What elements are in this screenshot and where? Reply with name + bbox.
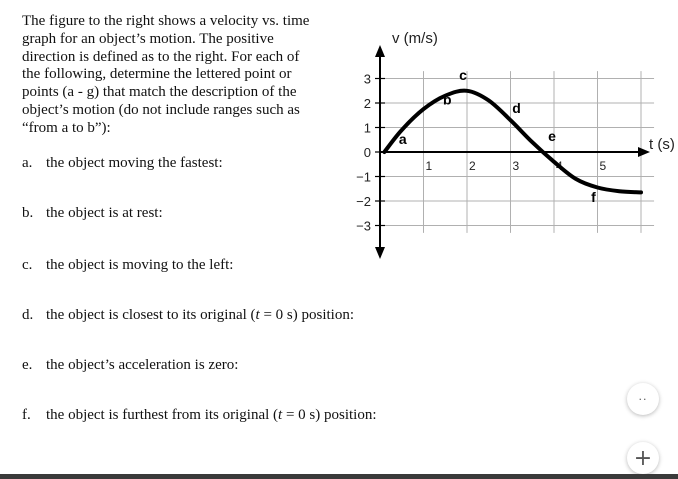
intro-line: The figure to the right shows a velocity vs. time <box>22 13 310 29</box>
y-tick-label: 1 <box>363 120 371 136</box>
question-text: the object is closest to its original ( <box>46 307 256 323</box>
question-d <box>22 307 354 324</box>
velocity-time-graph <box>340 15 678 260</box>
time-variable: t <box>255 307 260 323</box>
point-label-e: e <box>548 128 556 144</box>
point-label-b: b <box>442 91 452 108</box>
question-text: the object is at rest: <box>46 205 163 221</box>
plus-icon: + <box>633 445 653 471</box>
y-axis-arrow-down <box>375 247 385 259</box>
point-label-a: a <box>398 130 407 147</box>
expand-button[interactable] <box>627 383 659 415</box>
intro-line: object’s motion (do not include ranges such as <box>22 101 300 118</box>
question-f <box>22 407 377 424</box>
question-text: the object’s acceleration is zero: <box>46 357 239 373</box>
question-a <box>22 155 223 172</box>
intro-line: “from a to b”): <box>22 119 111 136</box>
x-tick-label: 5 <box>599 159 607 173</box>
point-label-f: f <box>591 188 596 205</box>
y-axis-label: v (m/s) <box>392 30 438 47</box>
question-text: the object is moving to the left: <box>46 257 234 273</box>
x-axis-label: t (s) <box>649 136 675 153</box>
y-tick-label: −2 <box>356 194 371 209</box>
question-text: = 0 s) position: <box>282 407 377 423</box>
intro-line: graph for an object’s motion. The positive <box>22 30 274 47</box>
intro-line: direction is defined as to the right. For each of <box>22 48 300 65</box>
question-label: d. <box>22 307 34 323</box>
question-text: = 0 s) position: <box>259 307 355 323</box>
time-variable: t <box>278 407 283 423</box>
question-label: f. <box>22 407 31 423</box>
expand-icon: ·· <box>638 392 648 406</box>
y-tick-label: −3 <box>356 218 371 234</box>
add-button[interactable] <box>627 442 659 474</box>
question-label: e. <box>22 357 33 373</box>
y-tick-label: 0 <box>363 145 371 160</box>
bottom-bar <box>0 474 678 479</box>
y-tick-label: 2 <box>363 96 371 111</box>
problem-intro <box>22 13 340 138</box>
question-text: the object moving the fastest: <box>46 155 223 171</box>
x-tick-label: 2 <box>469 159 476 173</box>
y-tick-label: −1 <box>356 169 371 185</box>
x-tick-label: 4 <box>556 159 563 173</box>
question-label: b. <box>22 205 34 221</box>
intro-line: the following, determine the lettered point or <box>22 66 292 83</box>
point-label-d: d <box>512 100 521 117</box>
question-b <box>22 205 163 222</box>
x-tick-label: 3 <box>512 159 520 173</box>
question-e <box>22 357 238 374</box>
intro-line: points (a - g) that match the description of the <box>22 84 297 101</box>
question-c <box>22 257 233 274</box>
y-axis-arrow-up <box>375 45 385 57</box>
point-label-c: c <box>459 66 467 83</box>
x-tick-label: 1 <box>425 159 433 173</box>
question-label: a. <box>22 155 33 171</box>
question-text: the object is furthest from its original ( <box>46 407 279 423</box>
axes <box>375 45 650 259</box>
question-label: c. <box>22 257 33 273</box>
y-tick-label: 3 <box>363 71 371 87</box>
